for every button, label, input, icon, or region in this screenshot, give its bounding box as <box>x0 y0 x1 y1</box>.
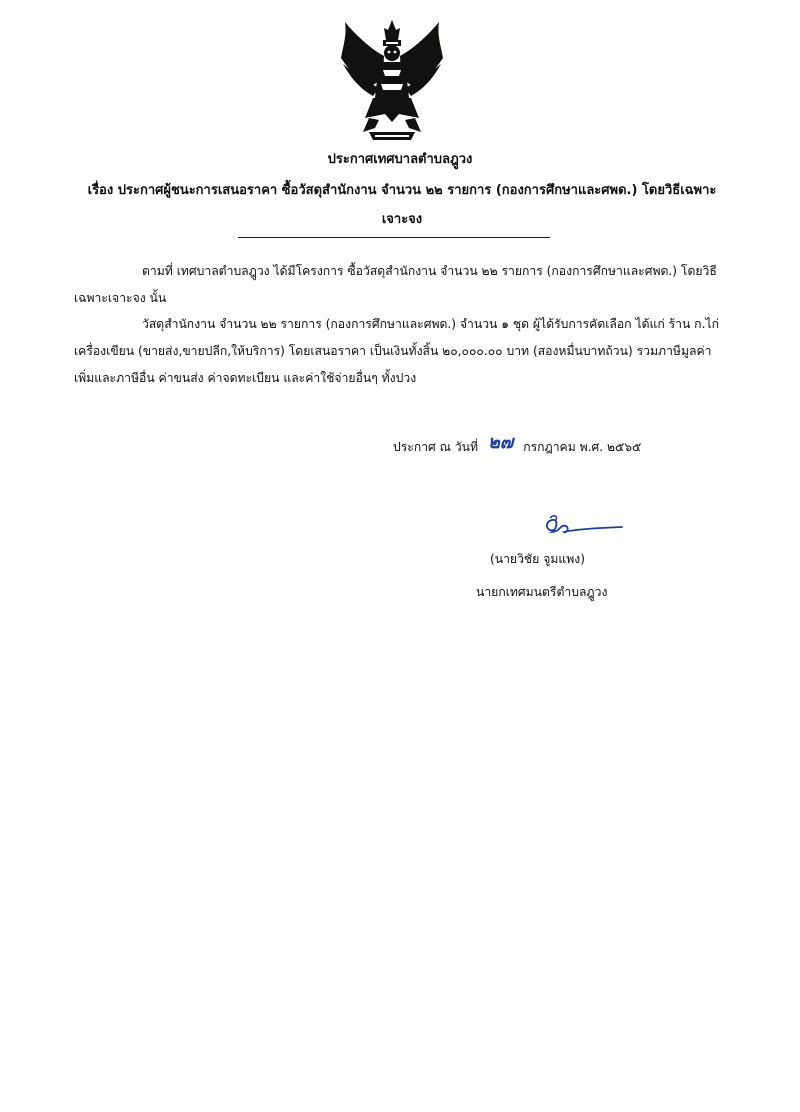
signature-icon <box>536 510 626 540</box>
divider-line <box>238 237 550 238</box>
announcement-title: ประกาศเทศบาลตำบลฎูวง <box>327 152 473 167</box>
date-month-year: กรกฎาคม พ.ศ. ๒๕๖๕ <box>523 440 642 454</box>
paragraph-intro: ตามที่ เทศบาลตำบลฎูวง ได้มีโครงการ ซื้อวัสดุสำนักงาน จำนวน ๒๒ รายการ (กองการศึกษาและศพด.) โดยวิธีเฉพาะเจาะจง นั้น <box>74 264 717 305</box>
announcement-subject: เรื่อง ประกาศผู้ชนะการเสนอราคา ซื้อวัสดุสำนักงาน จำนวน ๒๒ รายการ (กองการศึกษาและศพด.) โดยวิธีเฉพาะเจาะจง <box>87 183 717 227</box>
garuda-emblem-icon <box>339 18 445 142</box>
paragraph-winner: วัสดุสำนักงาน จำนวน ๒๒ รายการ (กองการศึกษาและศพด.) จำนวน ๑ ชุด ผู้ได้รับการคัดเลือก ได้แก่ ร้าน ก.ไก่ เครื่องเขียน (ขายส่ง,ขายปลีก,ให้บริการ) โดยเสนอราคา เป็นเงินทั้งสิ้น ๒๐,๐๐๐.๐๐ บาท (สองหมื่นบาทถ้วน) รวมภาษีมูลค่าเพิ่มและภาษีอื่น ค่าขนส่ง ค่าจดทะเบียน และค่าใช้จ่ายอื่นๆ ทั้งปวง <box>74 317 719 385</box>
announcement-date <box>393 430 641 459</box>
signer-name: (นายวิชัย จูมแพง) <box>490 552 585 566</box>
date-prefix: ประกาศ ณ วันที่ <box>393 440 479 454</box>
date-day-handwritten: ๒๗ <box>487 432 514 453</box>
signer-position: นายกเทศมนตรีตำบลฎูวง <box>476 585 608 599</box>
